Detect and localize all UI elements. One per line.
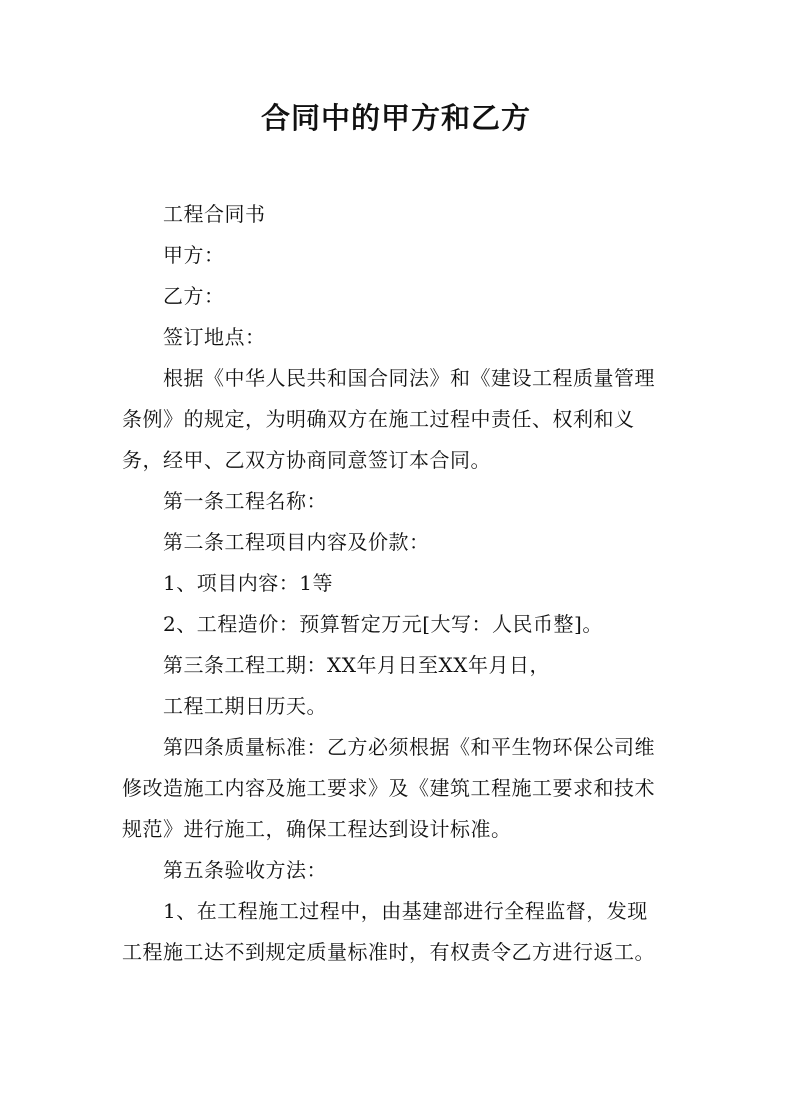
paragraph-article-2-item-1: 1、项目内容：1等	[163, 571, 333, 595]
paragraph-article-5: 第五条验收方法：	[163, 858, 327, 882]
paragraph-party-b: 乙方：	[163, 284, 225, 308]
paragraph-signing-place: 签订地点：	[163, 325, 266, 349]
paragraph-article-4: 第四条质量标准：乙方必须根据《和平生物环保公司维修改造施工内容及施工要求》及《建筑工程施工要求和技术规范》进行施工，确保工程达到设计标准。	[122, 735, 655, 841]
document-body	[122, 194, 667, 973]
paragraph-article-3-duration: 工程工期日历天。	[163, 694, 327, 718]
document-title: 合同中的甲方和乙方	[260, 101, 531, 135]
paragraph-article-1: 第一条工程名称：	[163, 489, 327, 513]
paragraph-party-a: 甲方：	[163, 243, 225, 267]
paragraph-article-3: 第三条工程工期：XX年月日至XX年月日，	[163, 653, 550, 677]
paragraph-preamble: 根据《中华人民共和国合同法》和《建设工程质量管理条例》的规定，为明确双方在施工过程中责任、权利和义务，经甲、乙双方协商同意签订本合同。	[122, 366, 655, 472]
paragraph-article-5-item-1: 1、在工程施工过程中，由基建部进行全程监督，发现工程施工达不到规定质量标准时，有权责令乙方进行返工。	[122, 899, 655, 964]
paragraph-article-2-item-2: 2、工程造价：预算暂定万元[大写：人民币整]。	[163, 612, 603, 636]
paragraph-article-2: 第二条工程项目内容及价款：	[163, 530, 430, 554]
paragraph-contract-heading: 工程合同书	[163, 202, 266, 226]
